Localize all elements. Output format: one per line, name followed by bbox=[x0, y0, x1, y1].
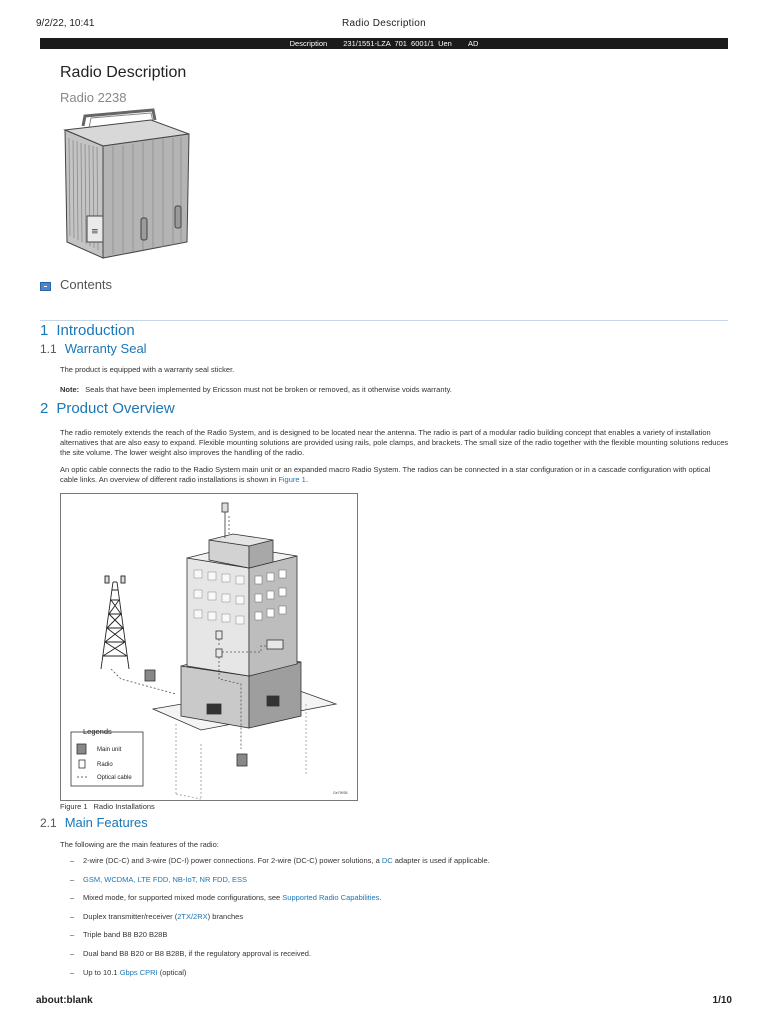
section-title: Introduction bbox=[56, 322, 135, 339]
paragraph-text: An optic cable connects the radio to the Radio System main unit or an expanded macro Radio System. The radios can be connected in a star configuration or in a cascade configuration with optical cable links. An overview of different radio installations is shown in bbox=[60, 465, 711, 484]
list-item: – Up to 10.1 Gbps CPRI (optical) bbox=[70, 967, 187, 977]
item-text: adapter is used if applicable. bbox=[392, 856, 490, 865]
item-text: Up to 10.1 bbox=[83, 967, 120, 977]
overview-paragraph-2 bbox=[60, 465, 730, 485]
note-label: Note: bbox=[60, 385, 80, 394]
section-divider bbox=[40, 320, 728, 321]
doc-revision: AD bbox=[467, 39, 479, 48]
warranty-note bbox=[60, 385, 730, 395]
list-item: – Dual band B8 B20 or B8 B28B, if the regulatory approval is received. bbox=[70, 948, 312, 958]
list-item: – Mixed mode, for supported mixed mode configurations, see Supported Radio Capabilities. bbox=[70, 893, 382, 903]
figure-number: Figure 1 bbox=[60, 802, 88, 811]
paragraph-text: . bbox=[305, 475, 308, 484]
item-text: 2-wire (DC-C) and 3-wire (DC-I) power connections. For 2-wire (DC-C) power solutions, a bbox=[83, 856, 382, 865]
list-item: – GSM, WCDMA, LTE FDD, NB-IoT, NR FDD, ESS bbox=[70, 874, 248, 884]
list-item: – Triple band B8 B20 B28B bbox=[70, 930, 168, 940]
legend-optical-cable: Optical cable bbox=[97, 775, 132, 781]
item-text: Triple band B8 B20 B28B bbox=[83, 930, 168, 940]
item-text: Mixed mode, for supported mixed mode configurations, see bbox=[83, 893, 283, 903]
radio-installations-diagram bbox=[61, 494, 357, 800]
term-link[interactable]: DC bbox=[381, 856, 393, 865]
doc-label: Description bbox=[289, 39, 328, 48]
figure-1 bbox=[60, 493, 358, 801]
doc-number: 231/1551-LZA 701 6001/1 Uen bbox=[343, 39, 452, 48]
term-link[interactable]: GSM, WCDMA, LTE FDD, NB-IoT, NR FDD, ESS bbox=[83, 874, 248, 884]
legend-radio: Radio bbox=[97, 762, 113, 768]
list-item: – Duplex transmitter/receiver (2TX/2RX) branches bbox=[70, 911, 244, 921]
section-1-heading bbox=[40, 322, 135, 339]
features-list bbox=[70, 856, 720, 986]
svg-text:≡: ≡ bbox=[91, 227, 99, 237]
overview-paragraph-1: The radio remotely extends the reach of the Radio System, and is designed to be located near the antenna. The radio is part of a modular radio building concept that enables a variety of installation alternatives that are also easy to expand. Flexible mounting solutions are provided using rails, pole clamps, and brackets. The small size of the radio together with the flexible mounting solutions reduces the site volume. The lower weight also improves the handling of the radio. bbox=[60, 428, 729, 457]
section-number: 2.1 bbox=[40, 816, 57, 830]
item-text: (optical) bbox=[157, 967, 187, 977]
item-text: . bbox=[379, 893, 382, 903]
section-1-1-heading bbox=[40, 341, 147, 356]
item-text: Dual band B8 B20 or B8 B28B, if the regulatory approval is received. bbox=[83, 948, 312, 958]
section-title: Product Overview bbox=[56, 400, 175, 417]
section-2-heading bbox=[40, 400, 175, 417]
section-2-1-heading bbox=[40, 815, 148, 830]
footer-url: about:blank bbox=[36, 995, 93, 1006]
figure-1-link[interactable]: Figure 1 bbox=[278, 475, 306, 484]
document-title: Radio Description bbox=[60, 64, 187, 81]
header-date: 9/2/22, 10:41 bbox=[36, 18, 95, 29]
supported-radio-capabilities-link[interactable]: Supported Radio Capabilities bbox=[282, 893, 380, 903]
contents-toggle[interactable]: Contents bbox=[60, 277, 113, 292]
legend-main-unit: Main unit bbox=[97, 747, 122, 753]
section-number: 2 bbox=[40, 400, 49, 417]
section-number: 1 bbox=[40, 322, 49, 339]
document-id-bar bbox=[40, 38, 728, 49]
section-title: Main Features bbox=[64, 815, 148, 830]
term-link[interactable]: Gbps CPRI bbox=[119, 967, 158, 977]
features-intro: The following are the main features of the radio: bbox=[60, 840, 219, 849]
figure-1-caption bbox=[60, 802, 155, 811]
section-title: Warranty Seal bbox=[64, 341, 147, 356]
list-item: – 2-wire (DC-C) and 3-wire (DC-I) power connections. For 2-wire (DC-C) power solutions, a DC adapter is used if applicable. bbox=[70, 856, 490, 865]
item-text: ) branches bbox=[207, 911, 244, 921]
expand-icon[interactable] bbox=[40, 282, 51, 291]
figure-code: Ge79938 bbox=[333, 791, 348, 795]
note-text: Seals that have been implemented by Ericsson must not be broken or removed, as it otherwise voids warranty. bbox=[85, 385, 452, 394]
header-title: Radio Description bbox=[341, 18, 427, 29]
page-number: 1/10 bbox=[712, 995, 732, 1006]
document-subtitle: Radio 2238 bbox=[60, 90, 127, 105]
section-number: 1.1 bbox=[40, 342, 57, 356]
term-link[interactable]: 2TX/2RX bbox=[177, 911, 208, 921]
item-text: Duplex transmitter/receiver ( bbox=[83, 911, 178, 921]
radio-unit-illustration bbox=[55, 108, 205, 266]
warranty-paragraph: The product is equipped with a warranty seal sticker. bbox=[60, 365, 235, 374]
legend-title: Legends bbox=[83, 727, 112, 736]
figure-caption-text: Radio Installations bbox=[93, 802, 155, 811]
